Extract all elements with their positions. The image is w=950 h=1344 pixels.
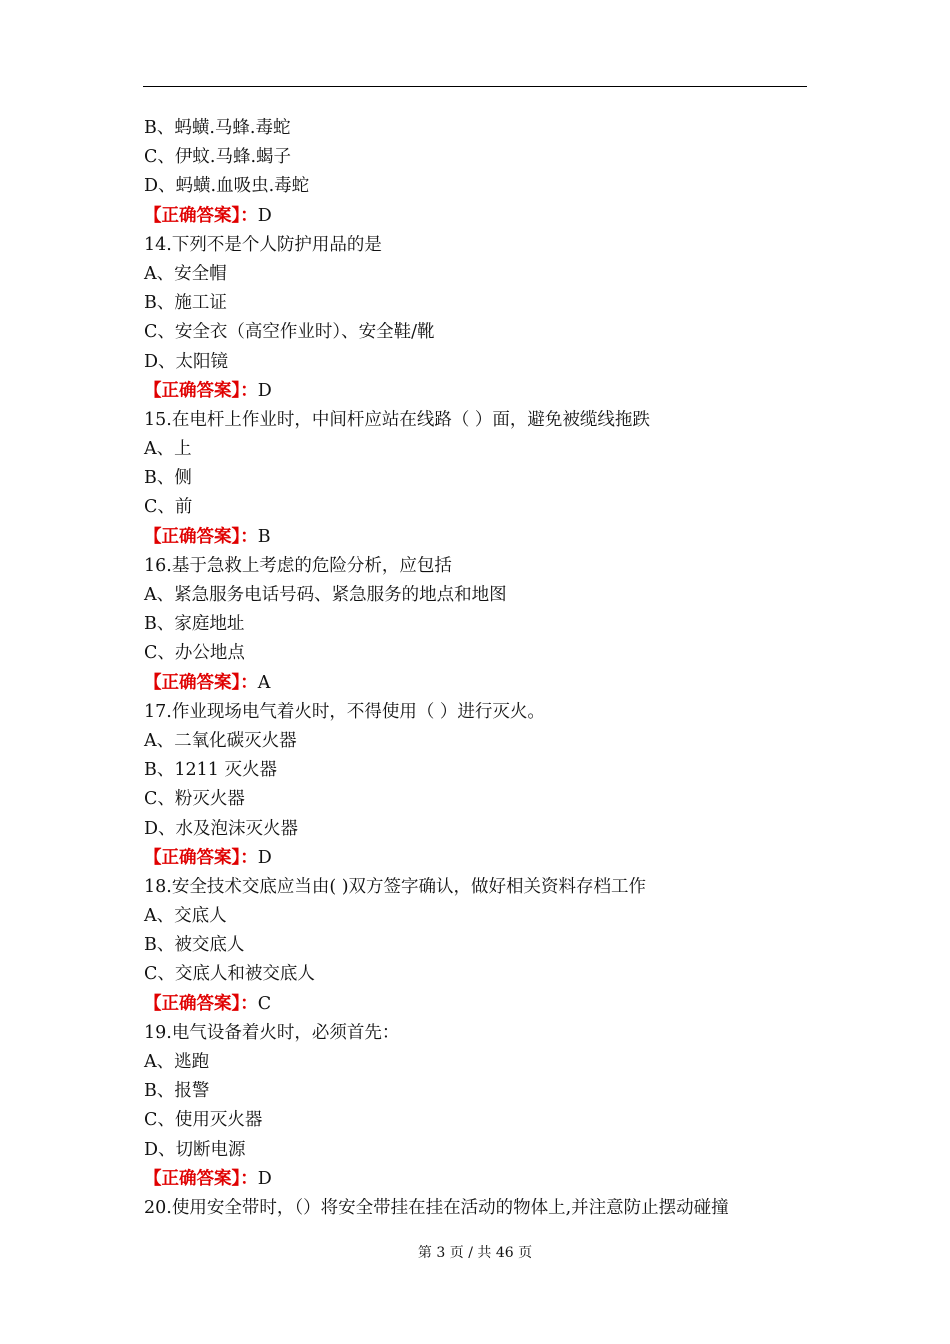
answer-separator: ： (240, 847, 258, 868)
option-text: C、粉灭火器 (144, 789, 245, 810)
footer-page-unit: 页 (449, 1245, 464, 1261)
answer-separator: ： (240, 526, 258, 547)
answer-line (144, 669, 824, 698)
answer-label: 【正确答案】 (144, 1168, 241, 1189)
question-text: 15.在电杆上作业时，中间杆应站在线路（ ）面，避免被缆线拖跌 (144, 409, 650, 430)
option-text: A、上 (144, 439, 192, 460)
answer-value: B (257, 526, 271, 547)
answer-value: C (257, 993, 272, 1014)
option-text: B、1211 灭火器 (144, 760, 277, 781)
answer-line (144, 377, 824, 406)
footer-page-number: 3 (436, 1245, 446, 1261)
answer-separator: ： (240, 993, 258, 1014)
answer-label: 【正确答案】 (144, 380, 241, 401)
option-text: C、交底人和被交底人 (144, 964, 315, 985)
answer-label: 【正确答案】 (144, 526, 241, 547)
question-text: 20.使用安全带时，（）将安全带挂在挂在活动的物体上,并注意防止摆动碰撞 (144, 1197, 729, 1218)
footer-separator: / (468, 1245, 473, 1261)
answer-label: 【正确答案】 (144, 847, 241, 868)
answer-label: 【正确答案】 (144, 993, 241, 1014)
answer-line (144, 1165, 824, 1194)
document-body (144, 114, 824, 1223)
footer-prefix: 第 (417, 1245, 432, 1261)
option-text: A、紧急服务电话号码、紧急服务的地点和地图 (144, 585, 507, 605)
answer-value: D (257, 1168, 272, 1189)
question-text: 14.下列不是个人防护用品的是 (144, 234, 382, 255)
answer-value: D (257, 847, 272, 868)
option-text: B、被交底人 (144, 935, 245, 956)
option-text: C、安全衣（高空作业时）、安全鞋/靴 (144, 322, 435, 343)
option-text: A、二氧化碳灭火器 (144, 730, 297, 751)
header-rule (143, 86, 807, 87)
answer-label: 【正确答案】 (144, 672, 241, 693)
answer-label: 【正确答案】 (144, 205, 241, 226)
option-text: A、交底人 (144, 906, 227, 927)
answer-separator: ： (240, 1168, 258, 1189)
option-text: D、水及泡沫灭火器 (144, 818, 299, 839)
option-text: D、蚂蟥.血吸虫.毒蛇 (144, 176, 310, 197)
option-text: C、办公地点 (144, 643, 245, 664)
option-text: C、伊蚊.马蜂.蝎子 (144, 147, 292, 168)
answer-separator: ： (240, 672, 258, 693)
option-text: B、施工证 (144, 293, 227, 314)
option-text: B、侧 (144, 468, 192, 489)
option-text: D、切断电源 (144, 1139, 246, 1160)
answer-line (144, 990, 824, 1019)
answer-separator: ： (240, 205, 258, 226)
question-text: 18.安全技术交底应当由( )双方签字确认，做好相关资料存档工作 (144, 876, 647, 897)
option-text: D、太阳镜 (144, 351, 229, 372)
answer-line (144, 523, 824, 552)
answer-value: A (257, 672, 271, 693)
option-text: B、报警 (144, 1081, 210, 1102)
option-text: B、蚂蟥.马蜂.毒蛇 (144, 118, 291, 138)
answer-line (144, 202, 824, 231)
question-text: 16.基于急救上考虑的危险分析，应包括 (144, 555, 452, 576)
footer-total-prefix: 共 (477, 1245, 492, 1261)
option-text: C、前 (144, 497, 193, 518)
option-text: C、使用灭火器 (144, 1110, 263, 1131)
answer-value: D (257, 380, 272, 401)
question-text: 19.电气设备着火时，必须首先： (144, 1022, 400, 1043)
answer-line (144, 844, 824, 873)
option-text: A、安全帽 (144, 263, 227, 284)
answer-separator: ： (240, 380, 258, 401)
option-text: A、逃跑 (144, 1052, 210, 1072)
page-footer (0, 1243, 950, 1263)
footer-total-pages: 46 (495, 1245, 514, 1261)
question-text: 17.作业现场电气着火时，不得使用（ ）进行灭火。 (144, 701, 545, 722)
footer-total-unit: 页 (518, 1245, 533, 1261)
answer-value: D (257, 205, 272, 226)
option-text: B、家庭地址 (144, 614, 245, 635)
